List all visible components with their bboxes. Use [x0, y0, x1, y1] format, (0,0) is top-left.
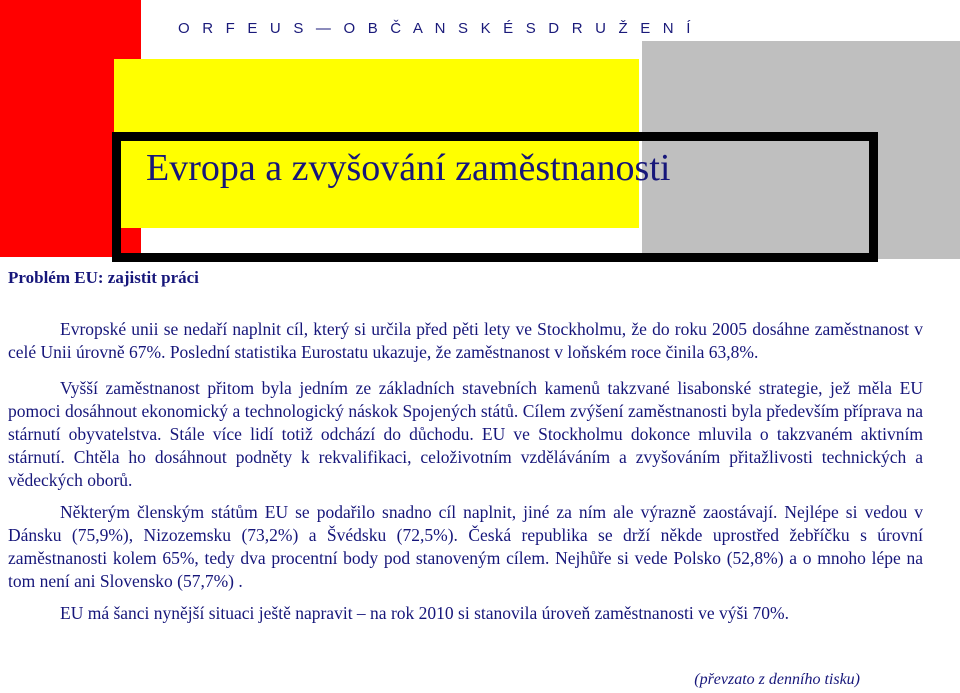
- source-note: (převzato z denního tisku): [694, 671, 860, 688]
- section-heading: Problém EU: zajistit práci: [8, 268, 199, 287]
- article-paragraph: Evropské unii se nedaří naplnit cíl, který si určila před pěti lety ve Stockholmu, že do roku 2005 dosáhne zaměstnanost v celé Unii úrovně 67%. Poslední statistika Eurostatu ukazuje, že zaměstnanost v loňském roce činila 63,8%.: [8, 319, 923, 362]
- organization-header: O R F E U S — O B Č A N S K É S D R U Ž E N Í: [178, 20, 695, 37]
- article-paragraph: Některým členským státům EU se podařilo snadno cíl naplnit, jiné za ním ale výrazně zaostávají. Nejlépe si vedou v Dánsku (75,9%), Nizozemsku (73,2%) a Švédsku (72,5%). Česká republika se drží někde uprostřed žebříčku s úrovní zaměstnanosti kolem 65%, tedy dva procentní body pod stanoveným cílem. Nejhůře si vede Polsko (52,8%) a o mnoho lépe na tom není ani Slovensko (57,7%) .: [8, 502, 923, 591]
- article-paragraph: Vyšší zaměstnanost přitom byla jedním ze základních stavebních kamenů takzvané lisabonské strategie, jež měla EU pomoci dosáhnout ekonomický a technologický náskok Spojených států. Cílem zvýšení zaměstnanosti byla především příprava na stárnutí obyvatelstva. Stále více lidí totiž odchází do důchodu. EU ve Stockholmu dokonce mluvila o takzvaném aktivním stárnutí. Chtěla ho dosáhnout podněty k rekvalifikaci, celoživotním vzděláváním a zvyšováním přitažlivosti technických a vědeckých oborů.: [8, 378, 923, 490]
- article-body: [8, 318, 923, 634]
- page-title: Evropa a zvyšování zaměstnanosti: [146, 147, 671, 189]
- article-paragraph: EU má šanci nynější situaci ještě napravit – na rok 2010 si stanovila úroveň zaměstnanosti ve výši 70%.: [60, 603, 790, 623]
